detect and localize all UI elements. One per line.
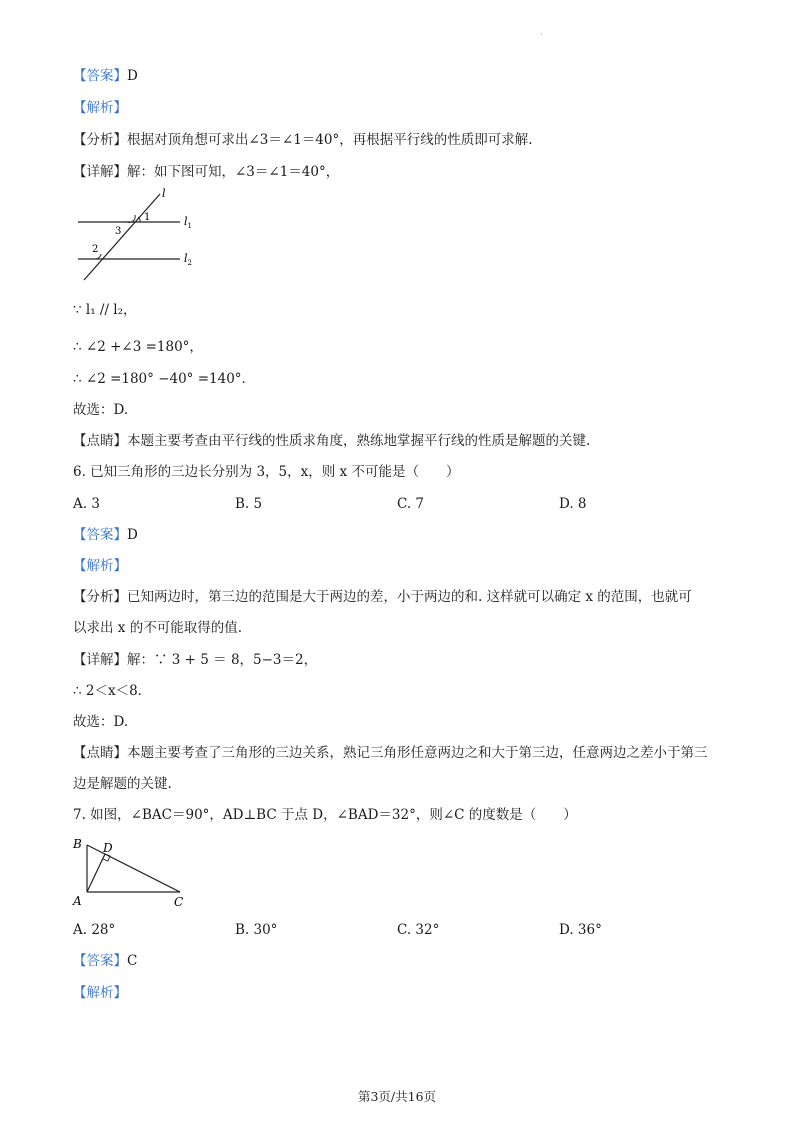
q6-xiangjie-line [73, 650, 317, 670]
xiangjie-tag: 【详解】 [73, 652, 127, 668]
analysis-tag: 【解析】 [73, 985, 127, 1001]
dianjing-text: 本题主要考查了三角形的三边关系，熟记三角形任意两边之和大于第三边，任意两边之差小于第三 [127, 745, 708, 761]
q6-answer-line [73, 525, 138, 545]
line-l [84, 194, 160, 280]
q6-dianjing-line1 [73, 743, 708, 763]
right-triangle-figure [70, 835, 195, 910]
analysis-tag: 【解析】 [73, 558, 127, 574]
answer-tag: 【答案】 [73, 527, 127, 543]
q5-dianjing-line [73, 431, 590, 451]
label-l: l [162, 188, 166, 200]
q6-question: 6. 已知三角形的三边长分别为 3，5，x，则 x 不可能是（ ） [73, 464, 460, 480]
q6-choose: 故选：D. [73, 714, 129, 730]
fenxi-text: 根据对顶角想可求出∠3＝∠1＝40°，再根据平行线的性质即可求解. [127, 132, 533, 148]
q6-step1: ∴ 2＜x＜8． [73, 683, 152, 699]
label-a: A [73, 894, 82, 908]
fenxi-tag: 【分析】 [73, 132, 127, 148]
q7-question: 7. 如图，∠BAC＝90°，AD⊥BC 于点 D，∠BAD＝32°，则∠C 的度数是（ ） [73, 807, 577, 823]
xiangjie-text: 解：如下图可知，∠3＝∠1＝40°， [127, 164, 340, 180]
label-l1: $l_1$ [184, 215, 192, 230]
label-d: D [103, 841, 113, 855]
q7-option-a: A. 28° [73, 922, 116, 938]
answer-value: D [127, 68, 138, 84]
side-bc [87, 845, 180, 892]
analysis-tag: 【解析】 [73, 100, 127, 116]
label-c: C [174, 895, 184, 909]
q5-analysis-line [73, 98, 127, 118]
q7-option-c: C. 32° [397, 922, 440, 938]
altitude-ad [87, 854, 105, 892]
page-footer: 第3页/共16页 [357, 1089, 437, 1104]
q5-fenxi-line [73, 130, 533, 150]
q5-choose: 故选：D. [73, 402, 129, 418]
answer-value: C [127, 953, 138, 969]
answer-tag: 【答案】 [73, 68, 127, 84]
angle-arc-3 [127, 215, 135, 222]
q7-option-b: B. 30° [235, 922, 278, 938]
xiangjie-tag: 【详解】 [73, 164, 127, 180]
label-angle-2: 2 [92, 244, 99, 255]
q6-dianjing-line2: 边是解题的关键. [73, 776, 172, 792]
label-angle-1: 1 [144, 212, 151, 223]
q6-option-b: B. 5 [235, 496, 263, 512]
q5-answer-line [73, 66, 138, 86]
label-l2: $l_2$ [184, 252, 192, 267]
q7-answer-line [73, 951, 137, 971]
q5-step2: ∴ ∠2 +∠3 =180°， [73, 339, 203, 355]
fenxi-text: 已知两边时，第三边的范围是大于两边的差，小于两边的和. 这样就可以确定 x 的范围，也就可 [127, 589, 692, 605]
q5-xiangjie-line [73, 162, 339, 182]
answer-tag: 【答案】 [73, 953, 127, 969]
label-b: B [73, 837, 82, 851]
xiangjie-text: 解：∵ 3 + 5 ＝ 8，5−3＝2， [127, 652, 318, 668]
q5-step3: ∴ ∠2 =180° −40° =140°． [73, 371, 256, 387]
q7-analysis-line [73, 983, 127, 1003]
q6-fenxi-line1 [73, 587, 692, 607]
answer-value: D [127, 527, 138, 543]
dianjing-tag: 【点睛】 [73, 433, 127, 449]
q6-option-d: D. 8 [559, 496, 587, 512]
parallel-lines-figure [70, 188, 210, 283]
label-angle-3: 3 [115, 226, 122, 237]
q6-analysis-line [73, 556, 127, 576]
q7-option-d: D. 36° [559, 922, 602, 938]
dianjing-text: 本题主要考查由平行线的性质求角度，熟练地掌握平行线的性质是解题的关键. [127, 433, 591, 449]
q6-option-a: A. 3 [73, 496, 100, 512]
fenxi-tag: 【分析】 [73, 589, 127, 605]
scan-dot: · [540, 30, 543, 39]
q5-step1: ∵ l₁ // l₂， [73, 302, 137, 318]
q6-fenxi-line2: 以求出 x 的不可能取得的值. [73, 620, 242, 636]
dianjing-tag: 【点睛】 [73, 745, 127, 761]
q6-option-c: C. 7 [397, 496, 425, 512]
